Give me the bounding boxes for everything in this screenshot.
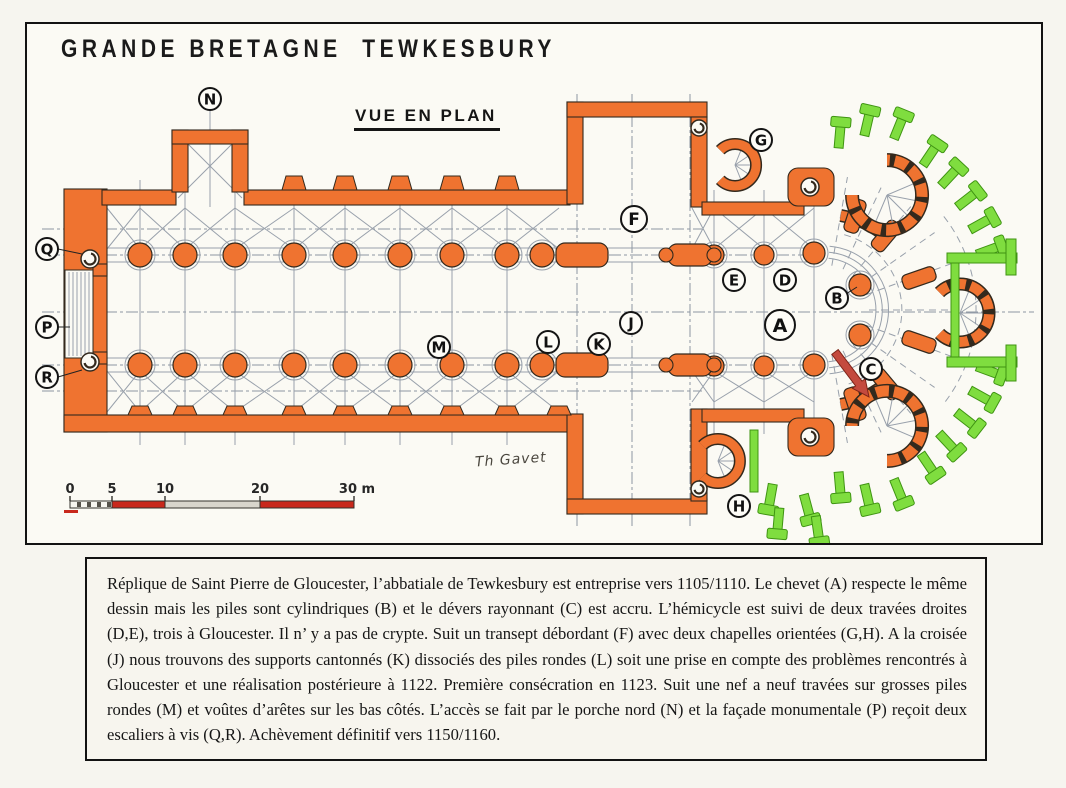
svg-text:K: K bbox=[593, 335, 605, 354]
svg-text:P: P bbox=[41, 318, 53, 337]
svg-text:10: 10 bbox=[155, 482, 175, 497]
svg-text:B: B bbox=[831, 289, 843, 308]
svg-text:20: 20 bbox=[250, 482, 270, 497]
svg-text:N: N bbox=[203, 90, 217, 109]
svg-text:E: E bbox=[728, 271, 740, 290]
svg-text:Q: Q bbox=[40, 240, 54, 259]
svg-text:J: J bbox=[628, 314, 634, 333]
svg-text:C: C bbox=[865, 360, 877, 379]
svg-text:G: G bbox=[754, 131, 768, 150]
page-title: GRANDE BRETAGNE TEWKESBURY bbox=[61, 36, 556, 64]
svg-text:D: D bbox=[778, 271, 792, 290]
svg-text:5: 5 bbox=[107, 482, 117, 497]
plan-view-subtitle: VUE EN PLAN bbox=[354, 106, 500, 131]
svg-text:A: A bbox=[772, 314, 788, 337]
svg-text:L: L bbox=[543, 333, 553, 352]
svg-text:F: F bbox=[628, 210, 640, 231]
svg-text:H: H bbox=[732, 497, 746, 516]
caption-box bbox=[85, 557, 987, 761]
svg-text:0: 0 bbox=[65, 482, 75, 497]
description-paragraph: Réplique de Saint Pierre de Gloucester, l’abbatiale de Tewkesbury est entreprise vers 1105/1110. Le chevet (A) respecte le même dessin mais les piles sont cylindriques (B) et le dévers rayonnant (C) est accru. L’hémicycle est suivi de deux travées droites (D,E), trois à Gloucester. Il n’ y a pas de crypte. Suit un transept débordant (F) avec deux chapelles orientées (G,H). A la croisée (J) nous trouvons des supports cantonnés (K) dissociés des piles rondes (L) soit une prise en compte des problèmes rencontrés à Gloucester et une réalisation postérieure à 1122. Première consécration en 1123. Suit une nef a neuf travées sur grosses piles rondes (M) et voûtes d’arêtes sur les bas côtés. L’accès se fait par le porche nord (N) et la façade monumentale (P) reçoit deux escaliers à vis (Q,R). Achèvement définitif vers 1150/1160. bbox=[107, 574, 967, 745]
plan-drawing-frame bbox=[25, 22, 1043, 545]
svg-text:M: M bbox=[431, 338, 447, 357]
svg-text:R: R bbox=[41, 368, 53, 387]
author-signature: Th Gavet bbox=[474, 449, 548, 471]
svg-text:30 m: 30 m bbox=[338, 482, 376, 497]
